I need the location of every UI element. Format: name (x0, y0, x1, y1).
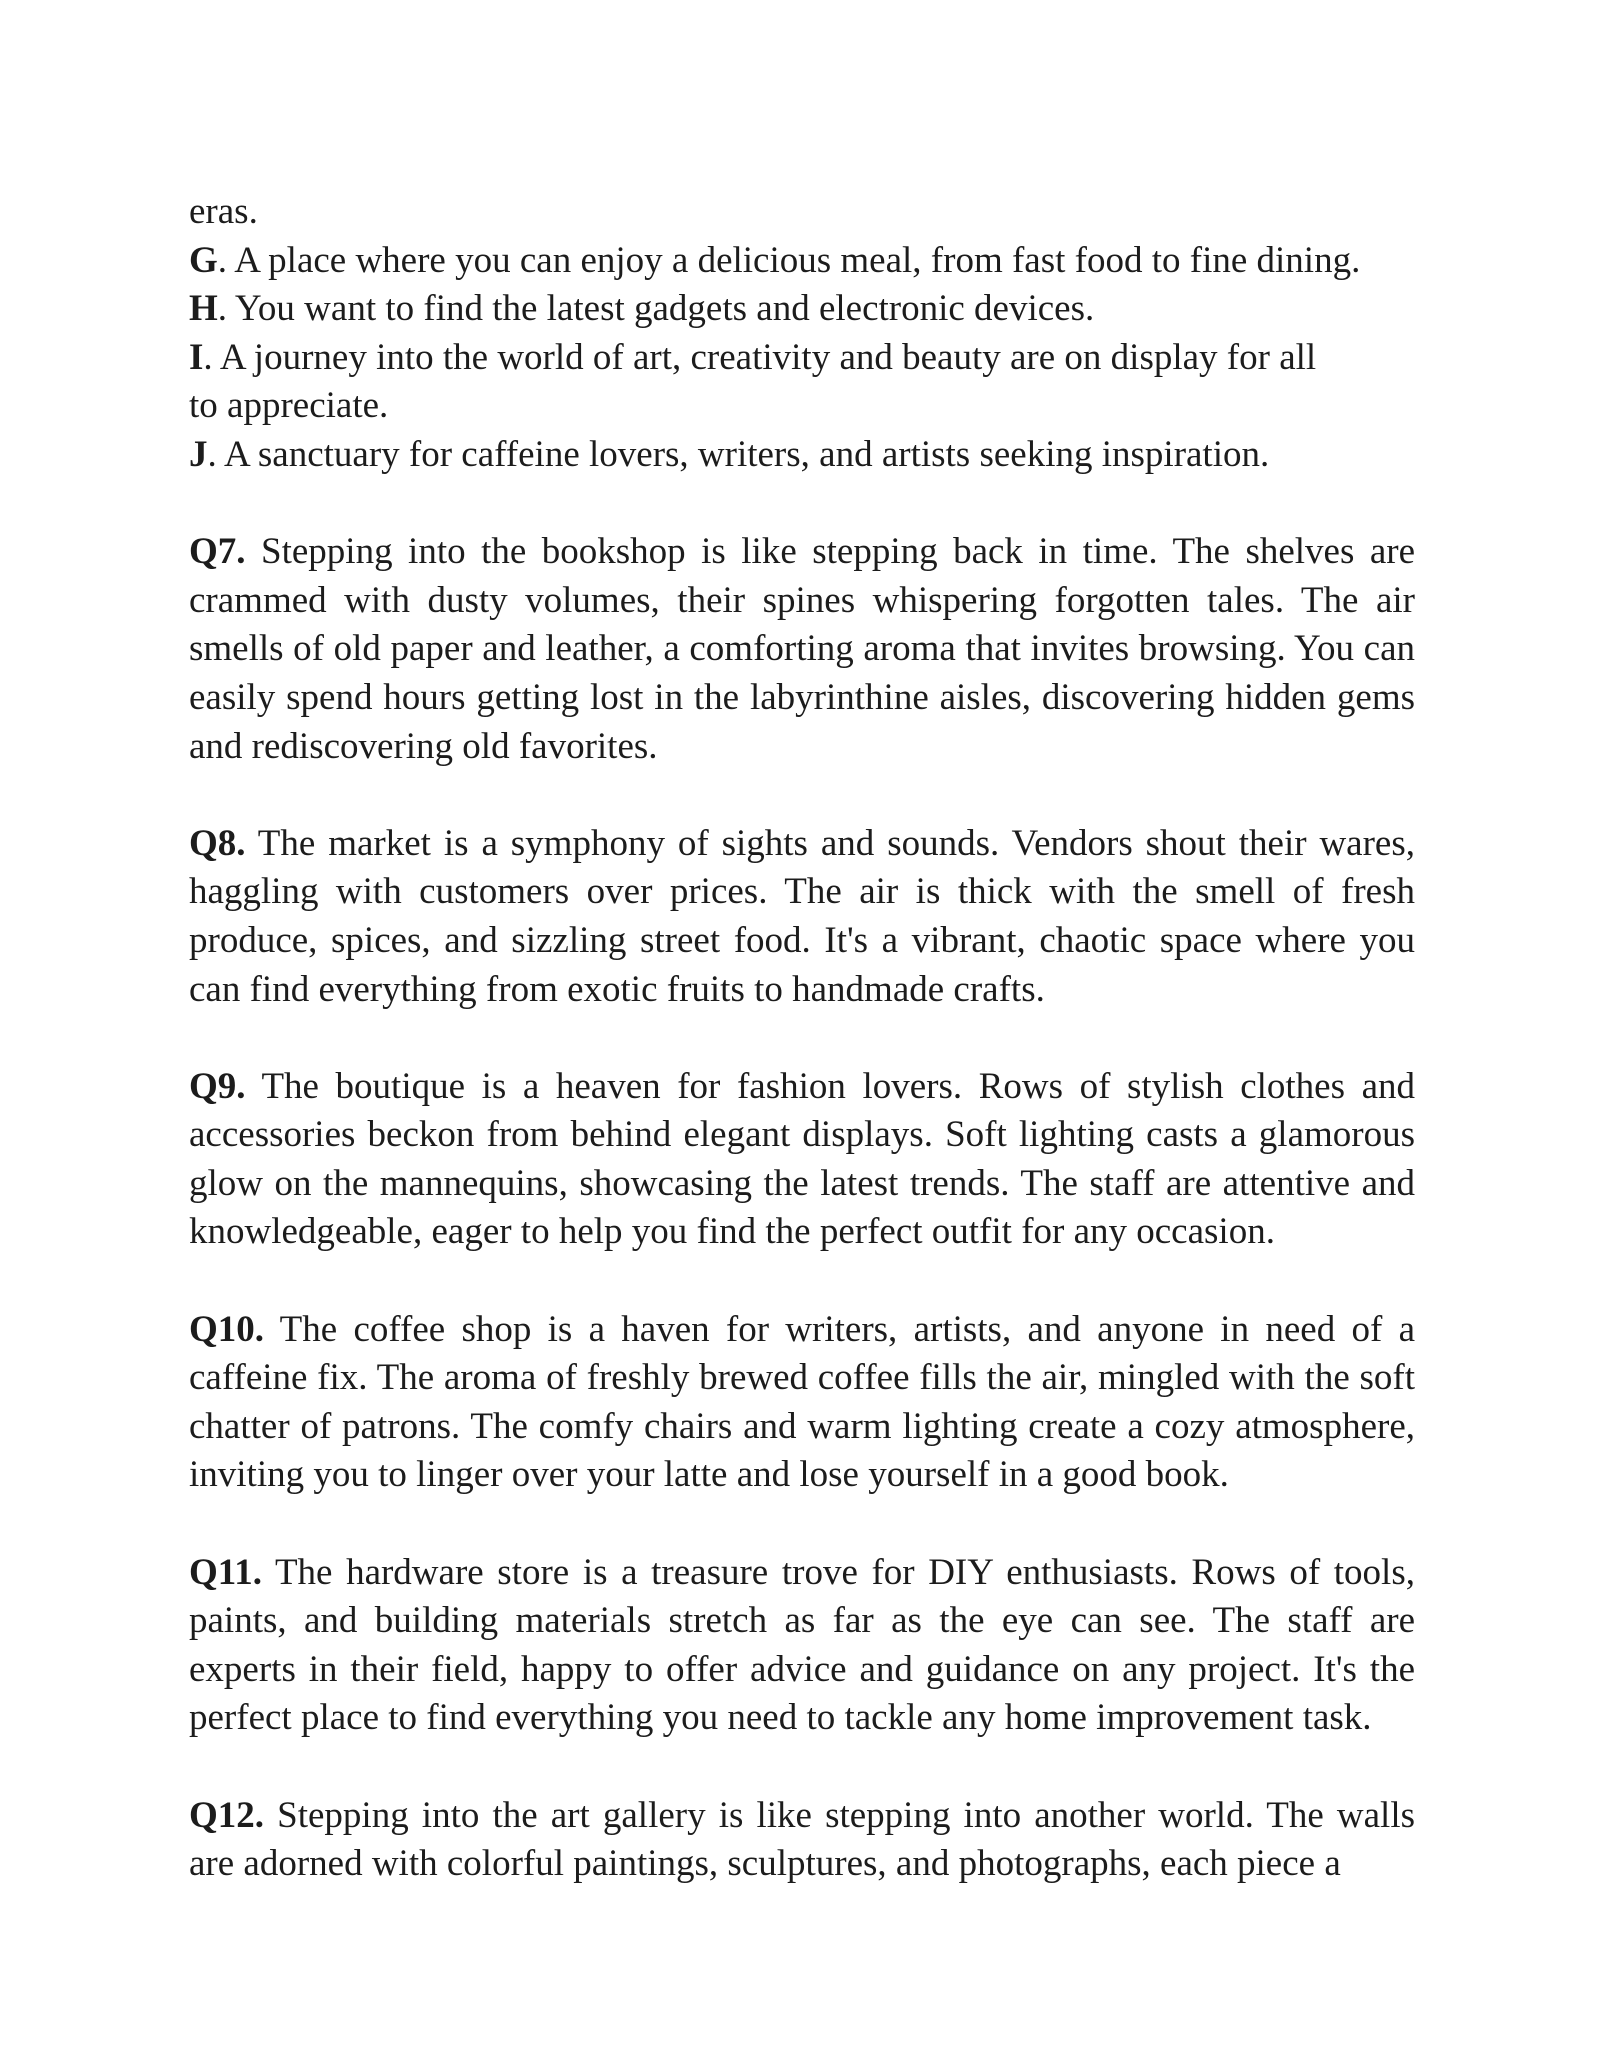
option-h (189, 285, 1415, 334)
option-g (189, 237, 1415, 286)
question-label: Q12. (189, 1794, 265, 1836)
option-text: . A place where you can enjoy a delicious meal, from fast food to fine dining. (217, 239, 1361, 281)
question-text: Stepping into the art gallery is like stepping into another world. The walls are adorned with colorful paintings, sculptures, and photographs, each piece a (189, 1794, 1415, 1885)
question-q10 (189, 1306, 1415, 1500)
continuation-text: eras. (189, 191, 258, 232)
option-j (189, 431, 1415, 480)
option-label: G (189, 239, 218, 281)
question-label: Q9. (189, 1065, 246, 1107)
question-text: The hardware store is a treasure trove for DIY enthusiasts. Rows of tools, paints, and building materials stretch as far as the eye can see. The staff are experts in their field, happy to offer advice and guidance on any project. It's the perfect place to find everything you need to tackle any home improvement task. (189, 1551, 1415, 1739)
option-text: . A journey into the world of art, creativity and beauty are on display for all (203, 336, 1317, 378)
question-text: Stepping into the bookshop is like stepping back in time. The shelves are crammed with dusty volumes, their spines whispering forgotten tales. The air smells of old paper and leather, a comforting aroma that invites browsing. You can easily spend hours getting lost in the labyrinthine aisles, discovering hidden gems and rediscovering old favorites. (189, 531, 1416, 767)
question-text: The market is a symphony of sights and sounds. Vendors shout their wares, haggling with customers over prices. The air is thick with the smell of fresh produce, spices, and sizzling street food. It's a vibrant, chaotic space where you can find everything from exotic fruits to handmade crafts. (189, 822, 1415, 1010)
question-label: Q7. (189, 531, 246, 573)
option-label: H (189, 288, 218, 330)
question-text: The boutique is a heaven for fashion lovers. Rows of stylish clothes and accessories beckon from behind elegant displays. Soft lighting casts a glamorous glow on the mannequins, showcasing the latest trends. The staff are attentive and knowledgeable, eager to help you find the perfect outfit for any occasion. (189, 1065, 1415, 1253)
question-label: Q11. (189, 1551, 262, 1593)
document-page (189, 188, 1415, 1889)
question-q8 (189, 820, 1415, 1014)
option-text: . A sanctuary for caffeine lovers, writers, and artists seeking inspiration. (207, 433, 1270, 475)
option-label: J (189, 433, 208, 475)
option-label: I (189, 336, 204, 378)
option-text: . You want to find the latest gadgets and electronic devices. (217, 288, 1095, 330)
option-i (189, 334, 1415, 431)
question-q7 (189, 528, 1415, 771)
question-text: The coffee shop is a haven for writers, artists, and anyone in need of a caffeine fix. The aroma of freshly brewed coffee fills the air, mingled with the soft chatter of patrons. The comfy chairs and warm lighting create a cozy atmosphere, inviting you to linger over your latte and lose yourself in a good book. (189, 1308, 1415, 1496)
question-q9 (189, 1063, 1415, 1257)
option-text-continued: to appreciate. (189, 385, 389, 427)
question-q12 (189, 1792, 1415, 1889)
question-q11 (189, 1549, 1415, 1743)
question-label: Q8. (189, 822, 246, 864)
question-label: Q10. (189, 1308, 265, 1350)
